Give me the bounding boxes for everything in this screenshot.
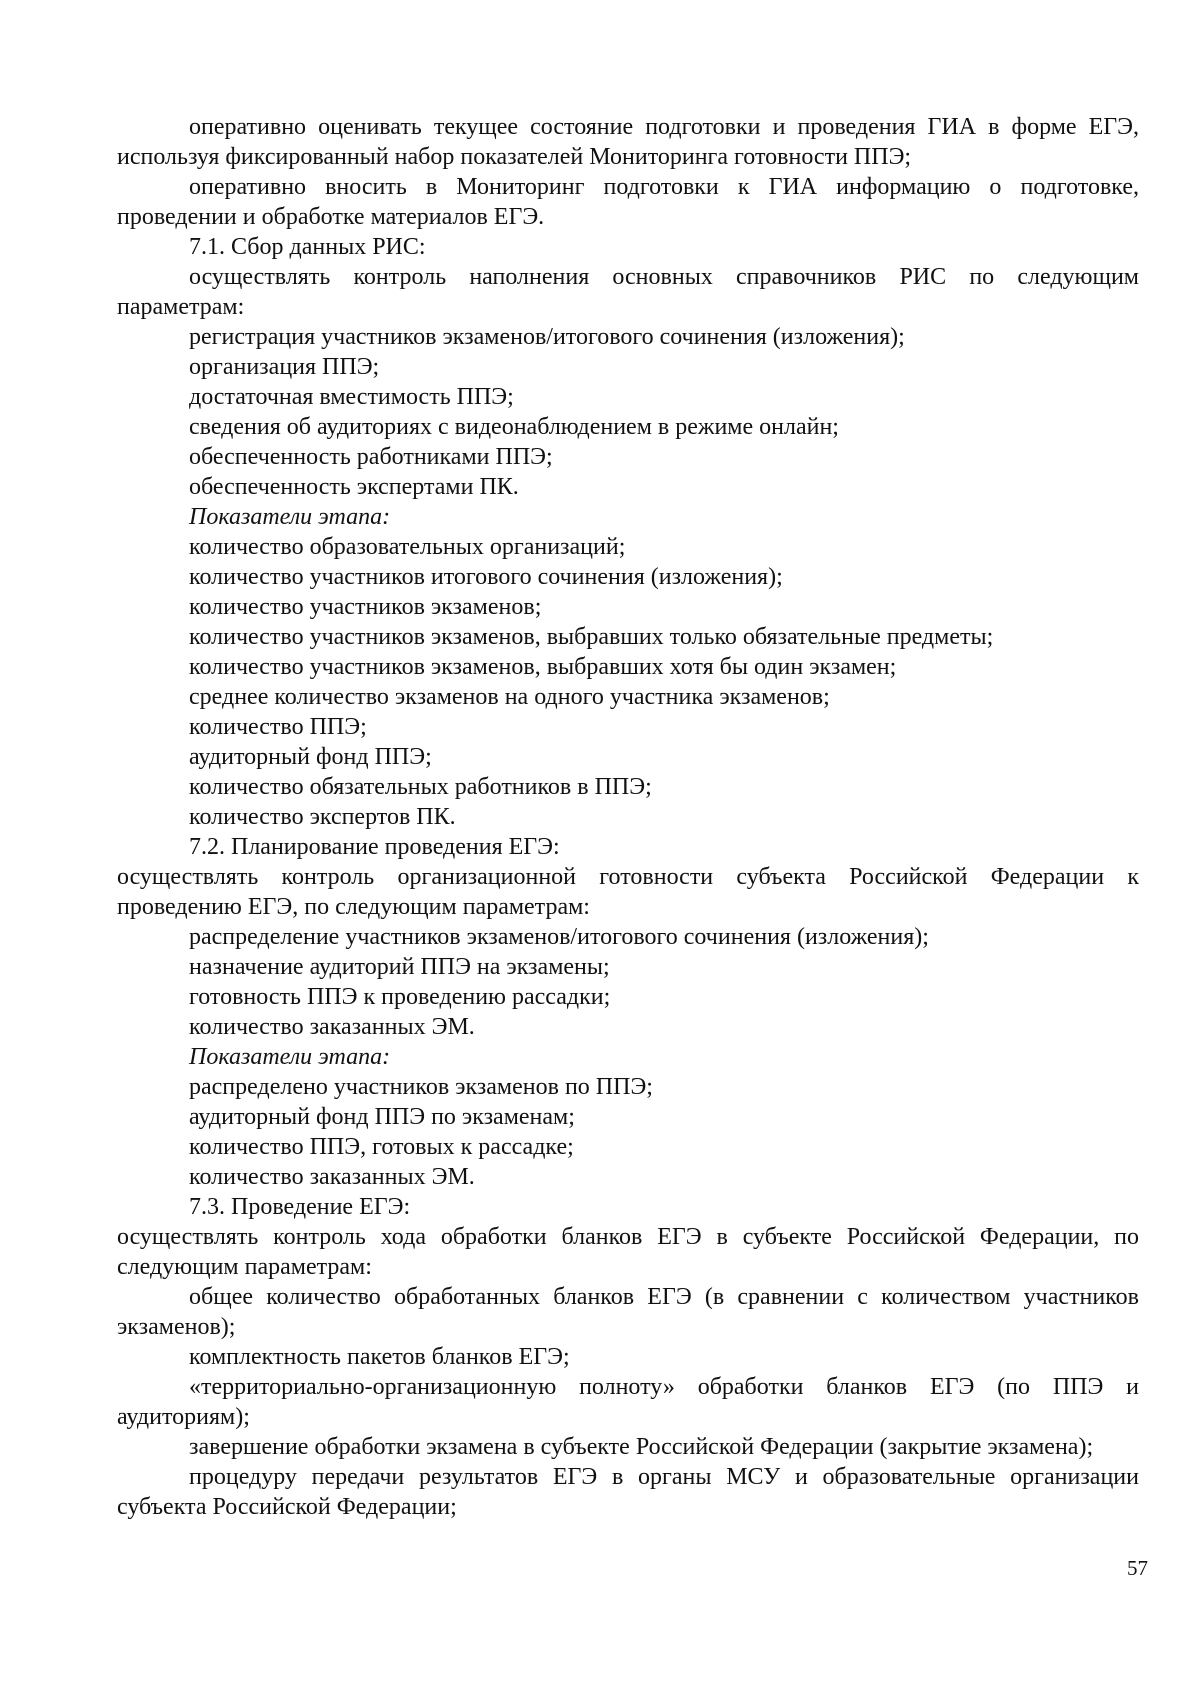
paragraph: комплектность пакетов бланков ЕГЭ; (189, 1344, 570, 1370)
paragraph: готовность ППЭ к проведению рассадки; (189, 984, 611, 1010)
paragraph: количество участников экзаменов; (189, 594, 542, 620)
paragraph: осуществлять контроль хода обработки бланков ЕГЭ в субъекте Российской Федерации, по следующим параметрам: (117, 1224, 1139, 1280)
paragraph: обеспеченность работниками ППЭ; (189, 444, 553, 470)
paragraph: регистрация участников экзаменов/итогового сочинения (изложения); (189, 324, 905, 350)
paragraph: аудиторный фонд ППЭ; (189, 744, 432, 770)
paragraph: количество заказанных ЭМ. (189, 1164, 475, 1190)
paragraph: количество заказанных ЭМ. (189, 1014, 475, 1040)
paragraph: 7.3. Проведение ЕГЭ: (189, 1194, 411, 1220)
paragraph: организация ППЭ; (189, 354, 380, 380)
paragraph: оперативно вносить в Мониторинг подготовки к ГИА информацию о подготовке, проведении и обработке материалов ЕГЭ. (117, 174, 1139, 230)
paragraph: распределено участников экзаменов по ППЭ; (189, 1074, 653, 1100)
paragraph: среднее количество экзаменов на одного участника экзаменов; (189, 684, 830, 710)
paragraph: количество участников экзаменов, выбравших хотя бы один экзамен; (189, 654, 897, 680)
paragraph: сведения об аудиториях с видеонаблюдением в режиме онлайн; (189, 414, 839, 440)
paragraph: оперативно оценивать текущее состояние подготовки и проведения ГИА в форме ЕГЭ, используя фиксированный набор показателей Мониторинга готовности ППЭ; (117, 114, 1139, 170)
paragraph: распределение участников экзаменов/итогового сочинения (изложения); (189, 924, 929, 950)
paragraph: количество образовательных организаций; (189, 534, 626, 560)
section-indicators-heading: Показатели этапа: (189, 1044, 391, 1070)
paragraph: количество участников итогового сочинения (изложения); (189, 564, 783, 590)
paragraph: процедуру передачи результатов ЕГЭ в органы МСУ и образовательные организации субъекта Российской Федерации; (117, 1464, 1139, 1520)
paragraph: осуществлять контроль организационной готовности субъекта Российской Федерации к проведению ЕГЭ, по следующим параметрам: (117, 864, 1139, 920)
paragraph: количество участников экзаменов, выбравших только обязательные предметы; (189, 624, 994, 650)
paragraph: количество ППЭ; (189, 714, 367, 740)
paragraph: назначение аудиторий ППЭ на экзамены; (189, 954, 610, 980)
paragraph: количество ППЭ, готовых к рассадке; (189, 1134, 574, 1160)
page-body (117, 112, 1139, 1522)
paragraph: 7.2. Планирование проведения ЕГЭ: (189, 834, 560, 860)
paragraph: завершение обработки экзамена в субъекте Российской Федерации (закрытие экзамена); (189, 1434, 1094, 1460)
section-indicators-heading: Показатели этапа: (189, 504, 391, 530)
paragraph: количество обязательных работников в ППЭ; (189, 774, 652, 800)
paragraph: общее количество обработанных бланков ЕГЭ (в сравнении с количеством участников экзаменов); (117, 1284, 1139, 1340)
paragraph: «территориально-организационную полноту» обработки бланков ЕГЭ (по ППЭ и аудиториям); (117, 1374, 1139, 1430)
paragraph: 7.1. Сбор данных РИС: (189, 234, 426, 260)
page-number: 57 (1127, 1556, 1148, 1580)
paragraph: обеспеченность экспертами ПК. (189, 474, 519, 500)
paragraph: осуществлять контроль наполнения основных справочников РИС по следующим параметрам: (117, 264, 1139, 320)
paragraph: достаточная вместимость ППЭ; (189, 384, 514, 410)
paragraph: аудиторный фонд ППЭ по экзаменам; (189, 1104, 575, 1130)
paragraph: количество экспертов ПК. (189, 804, 456, 830)
